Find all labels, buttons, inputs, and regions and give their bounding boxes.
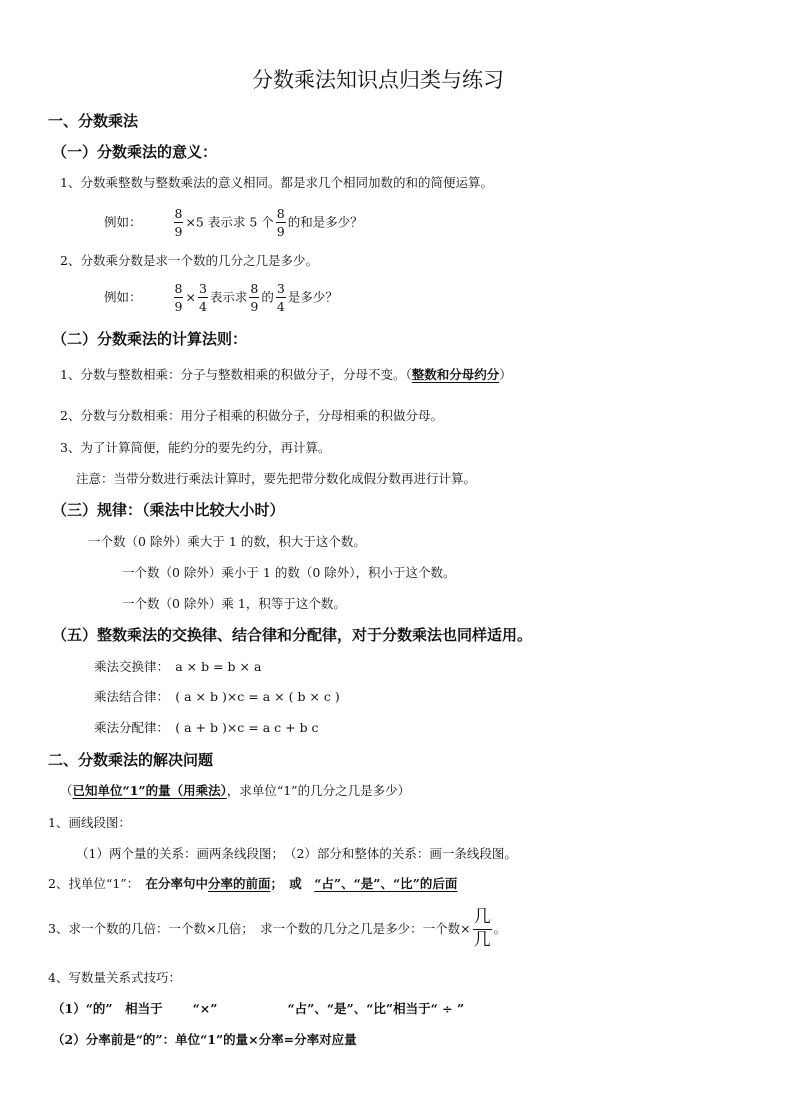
- example-text: 表示求: [209, 289, 248, 305]
- meaning-item-2: 2、分数乘分数是求一个数的几分之几是多少。: [60, 253, 318, 268]
- subsection-heading-rules: （二）分数乘法的计算法则：: [52, 330, 248, 348]
- law-distributive: 乘法分配律： ( a + b )×c = a c + b c: [94, 720, 319, 735]
- example-text: ×: [185, 289, 196, 305]
- example-label: 例如：: [104, 289, 142, 305]
- rule-item-3: 3、为了计算简便，能约分的要先约分，再计算。: [60, 440, 331, 455]
- fraction: $\frac{3}{4}$: [276, 281, 285, 315]
- fraction: $\frac{3}{4}$: [198, 281, 207, 315]
- rule-item-2: 2、分数与分数相乘：用分子相乘的积做分子，分母相乘的积做分母。: [60, 408, 443, 423]
- pattern-3: 一个数（0 除外）乘 1，积等于这个数。: [122, 596, 346, 611]
- unit-one-hint: “占”、“是”、“比”的后面: [314, 876, 458, 891]
- fraction: $\frac{8}{9}$: [174, 206, 183, 240]
- pattern-1: 一个数（0 除外）乘大于 1 的数，积大于这个数。: [88, 534, 366, 549]
- tip-2: （2）分率前是“的”：单位“1”的量×分率=分率对应量: [52, 1032, 357, 1047]
- solve-item-1-detail: （1）两个量的关系：画两条线段图； （2）部分和整体的关系：画一条线段图。: [76, 846, 517, 861]
- subsection-heading-meaning: （一）分数乘法的意义：: [52, 143, 218, 161]
- example-text: ×5 表示求 5 个: [185, 214, 274, 230]
- fraction: $\frac{8}{9}$: [276, 206, 285, 240]
- rule-item-1: 1、分数与整数相乘：分子与整数相乘的积做分子，分母不变。（整数和分母约分）: [60, 367, 512, 382]
- solve-item-3: 3、求一个数的几倍：一个数×几倍； 求一个数的几分之几是多少：一个数× $\frac{\text{几}}{\text{几}}$ 。: [48, 907, 507, 950]
- fraction: $\frac{8}{9}$: [174, 281, 183, 315]
- pattern-2: 一个数（0 除外）乘小于 1 的数（0 除外），积小于这个数。: [122, 565, 456, 580]
- fraction: $\frac{8}{9}$: [250, 281, 259, 315]
- solve-item-4: 4、写数量关系式技巧：: [48, 970, 181, 985]
- unit-one-hint: 分率的前面: [207, 876, 271, 891]
- subsection-heading-laws: （五）整数乘法的交换律、结合律和分配律，对于分数乘法也同样适用。: [52, 626, 533, 644]
- rule-note: 整数和分母约分: [411, 367, 500, 382]
- example-text: 的: [261, 289, 274, 305]
- intro-key: 已知单位“1”的量（用乘法）: [72, 783, 227, 798]
- tip-1: （1）“的” 相当于 “×” “占”、“是”、“比”相当于“ ÷ ”: [52, 1001, 465, 1016]
- section-2-intro: （已知单位“1”的量（用乘法），求单位“1”的几分之几是多少）: [60, 783, 411, 798]
- example-text: 的和是多少？: [287, 214, 363, 230]
- law-commutative: 乘法交换律： a × b = b × a: [94, 659, 262, 674]
- example-text: 是多少？: [287, 289, 338, 305]
- page-title: 分数乘法知识点归类与练习: [252, 68, 504, 92]
- fraction: $\frac{\text{几}}{\text{几}}$: [473, 907, 491, 950]
- example-label: 例如：: [104, 214, 142, 230]
- section-heading-1: 一、分数乘法: [48, 112, 139, 130]
- example-1: [104, 207, 363, 238]
- meaning-item-1: 1、分数乘整数与整数乘法的意义相同。都是求几个相同加数的和的简便运算。: [60, 175, 493, 190]
- example-2: [104, 282, 338, 313]
- subsection-heading-pattern: （三）规律：（乘法中比较大小时）: [52, 501, 285, 519]
- law-associative: 乘法结合律： ( a × b )×c = a × ( b × c ): [94, 689, 340, 704]
- solve-item-2: 2、找单位“1”： 在分率句中分率的前面； 或 “占”、“是”、“比”的后面: [48, 876, 458, 891]
- rule-note-mixed: 注意：当带分数进行乘法计算时，要先把带分数化成假分数再进行计算。: [76, 471, 477, 486]
- section-heading-2: 二、分数乘法的解决问题: [48, 751, 214, 769]
- solve-item-1: 1、画线段图：: [48, 815, 131, 830]
